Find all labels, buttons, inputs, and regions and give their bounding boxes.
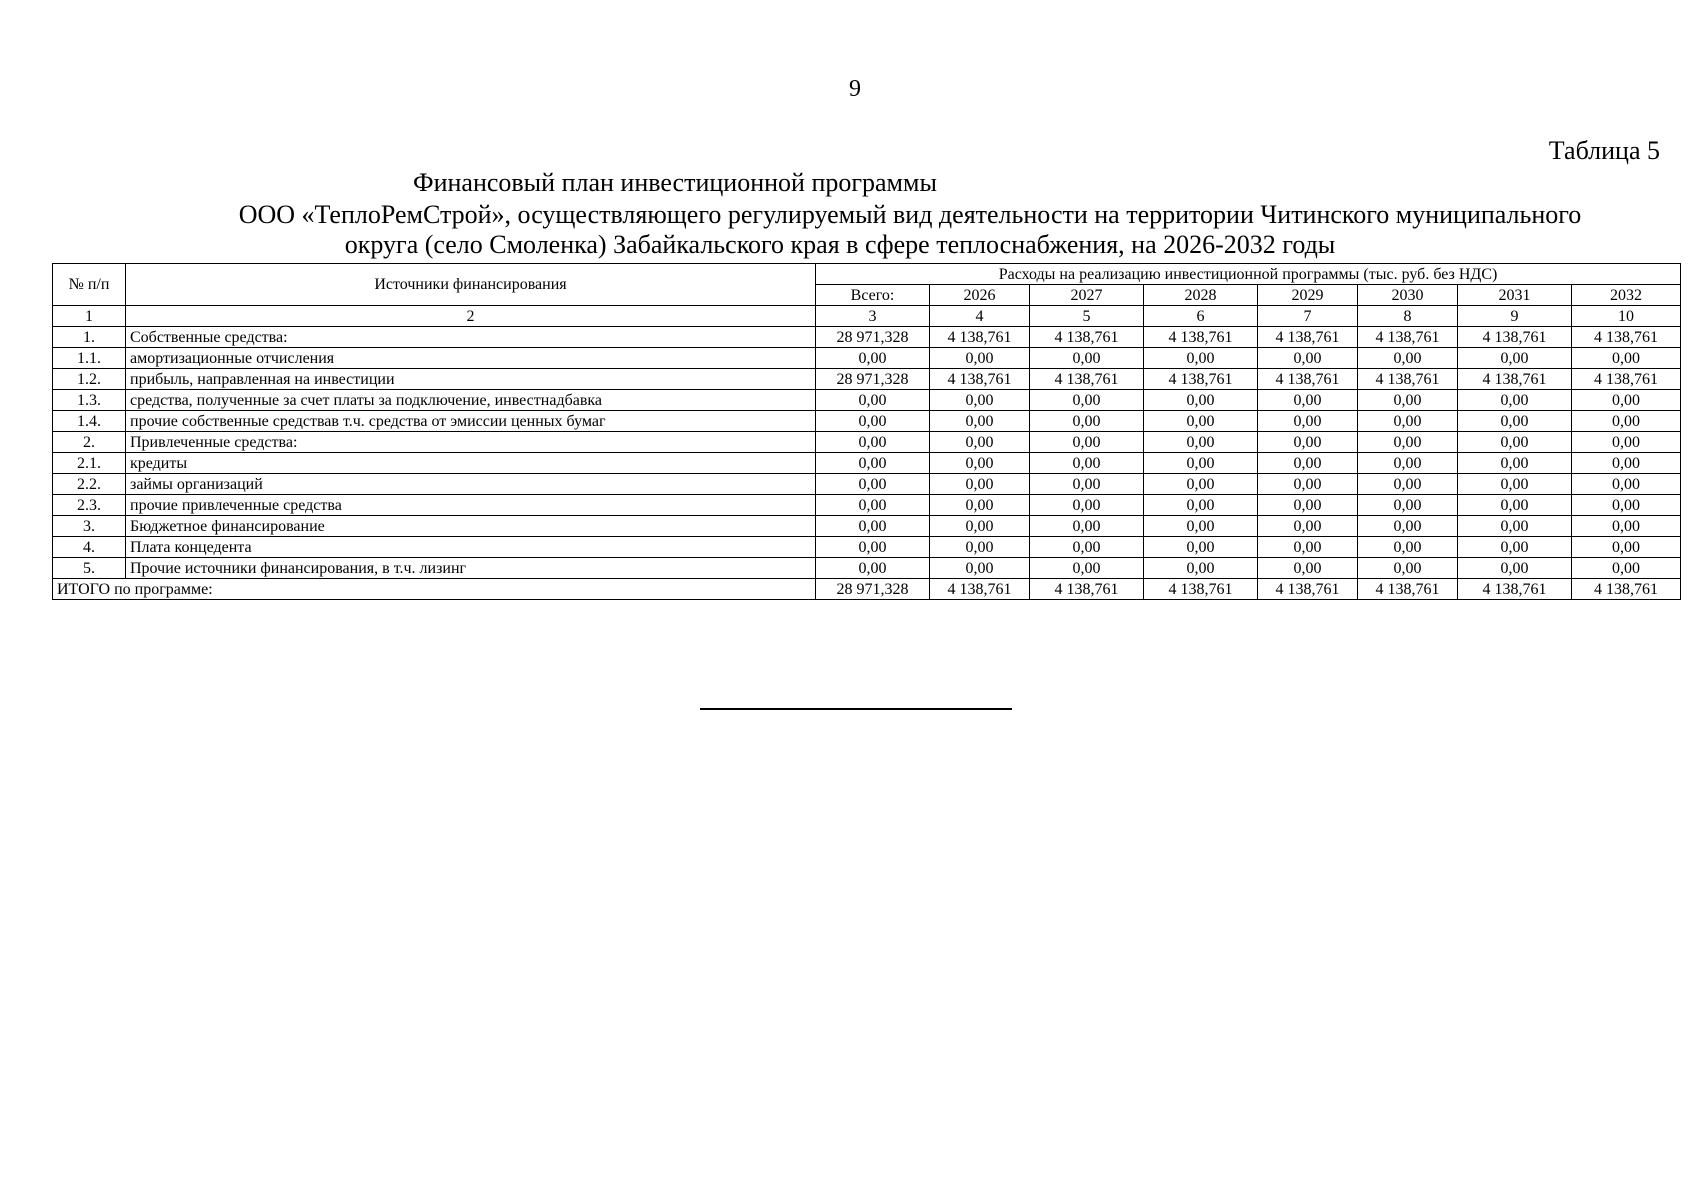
column-index: 4	[930, 306, 1030, 327]
row-year-value: 4 138,761	[1572, 327, 1681, 348]
header-year: 2026	[930, 285, 1030, 306]
row-year-value: 0,00	[1358, 516, 1458, 537]
table-row	[53, 537, 1681, 558]
row-year-value: 4 138,761	[930, 327, 1030, 348]
row-year-value: 0,00	[1030, 495, 1144, 516]
column-index: 10	[1572, 306, 1681, 327]
row-year-value: 0,00	[1458, 348, 1572, 369]
header-year: 2029	[1258, 285, 1358, 306]
funding-source-name: займы организаций	[126, 474, 816, 495]
table-row	[53, 390, 1681, 411]
row-year-value: 0,00	[1144, 348, 1258, 369]
column-index-row	[53, 306, 1681, 327]
row-year-value: 4 138,761	[1458, 327, 1572, 348]
row-total-value: 0,00	[816, 516, 930, 537]
row-year-value: 0,00	[1458, 390, 1572, 411]
row-year-value: 0,00	[1258, 390, 1358, 411]
title-line-1: Финансовый план инвестиционной программы	[413, 168, 937, 197]
row-year-value: 4 138,761	[1572, 369, 1681, 390]
row-year-value: 0,00	[1144, 390, 1258, 411]
column-index: 8	[1358, 306, 1458, 327]
column-index: 3	[816, 306, 930, 327]
table-row	[53, 348, 1681, 369]
row-year-value: 0,00	[1258, 432, 1358, 453]
row-year-value: 0,00	[1358, 474, 1458, 495]
row-year-value: 0,00	[1258, 348, 1358, 369]
total-row	[53, 579, 1681, 600]
row-year-value: 0,00	[1458, 411, 1572, 432]
table-row	[53, 453, 1681, 474]
row-number: 4.	[53, 537, 126, 558]
header-year: 2030	[1358, 285, 1458, 306]
row-year-value: 4 138,761	[1030, 369, 1144, 390]
table-row	[53, 474, 1681, 495]
row-total-value: 0,00	[816, 453, 930, 474]
row-year-value: 0,00	[1358, 453, 1458, 474]
row-number: 3.	[53, 516, 126, 537]
row-year-value: 4 138,761	[1358, 327, 1458, 348]
total-value: 28 971,328	[816, 579, 930, 600]
funding-source-name: прочие собственные средствав т.ч. средства от эмиссии ценных бумаг	[126, 411, 816, 432]
row-year-value: 0,00	[1258, 495, 1358, 516]
row-year-value: 0,00	[1358, 432, 1458, 453]
row-year-value: 0,00	[1144, 558, 1258, 579]
row-year-value: 0,00	[930, 390, 1030, 411]
row-year-value: 4 138,761	[1258, 369, 1358, 390]
row-total-value: 0,00	[816, 411, 930, 432]
row-year-value: 0,00	[1358, 390, 1458, 411]
table-row	[53, 516, 1681, 537]
title-line-3: округа (село Смоленка) Забайкальского края в сфере теплоснабжения, на 2026-2032 годы	[344, 230, 1336, 259]
row-year-value: 0,00	[1458, 453, 1572, 474]
header-expenses: Расходы на реализацию инвестиционной программы (тыс. руб. без НДС)	[816, 264, 1681, 285]
total-value: 4 138,761	[1144, 579, 1258, 600]
row-number: 5.	[53, 558, 126, 579]
row-year-value: 0,00	[1572, 474, 1681, 495]
funding-source-name: прочие привлеченные средства	[126, 495, 816, 516]
row-year-value: 0,00	[1258, 558, 1358, 579]
row-number: 1.2.	[53, 369, 126, 390]
row-year-value: 0,00	[1030, 453, 1144, 474]
total-label: ИТОГО по программе:	[53, 579, 816, 600]
row-year-value: 0,00	[1258, 411, 1358, 432]
header-year: 2027	[1030, 285, 1144, 306]
row-total-value: 0,00	[816, 495, 930, 516]
row-year-value: 0,00	[1358, 348, 1458, 369]
row-year-value: 0,00	[1572, 558, 1681, 579]
row-year-value: 0,00	[1144, 537, 1258, 558]
total-value: 4 138,761	[1030, 579, 1144, 600]
row-year-value: 0,00	[1144, 411, 1258, 432]
column-index: 2	[126, 306, 816, 327]
row-year-value: 0,00	[1572, 537, 1681, 558]
row-year-value: 0,00	[1258, 453, 1358, 474]
row-year-value: 0,00	[1572, 390, 1681, 411]
funding-source-name: Плата концедента	[126, 537, 816, 558]
row-number: 1.4.	[53, 411, 126, 432]
funding-source-name: кредиты	[126, 453, 816, 474]
row-year-value: 0,00	[930, 537, 1030, 558]
header-year: 2028	[1144, 285, 1258, 306]
row-total-value: 0,00	[816, 432, 930, 453]
funding-source-name: Привлеченные средства:	[126, 432, 816, 453]
row-year-value: 0,00	[930, 411, 1030, 432]
row-year-value: 0,00	[930, 516, 1030, 537]
row-total-value: 0,00	[816, 390, 930, 411]
row-year-value: 0,00	[1030, 411, 1144, 432]
row-year-value: 0,00	[1030, 537, 1144, 558]
header-year: 2032	[1572, 285, 1681, 306]
row-year-value: 0,00	[930, 348, 1030, 369]
table-row	[53, 495, 1681, 516]
row-year-value: 4 138,761	[1144, 327, 1258, 348]
row-year-value: 0,00	[1030, 348, 1144, 369]
row-year-value: 0,00	[1358, 537, 1458, 558]
column-index: 5	[1030, 306, 1144, 327]
header-source: Источники финансирования	[126, 264, 816, 306]
row-year-value: 0,00	[930, 495, 1030, 516]
column-index: 1	[53, 306, 126, 327]
header-row-1	[53, 264, 1681, 285]
row-year-value: 0,00	[930, 453, 1030, 474]
funding-source-name: Собственные средства:	[126, 327, 816, 348]
row-year-value: 0,00	[1572, 411, 1681, 432]
bottom-divider	[700, 708, 1012, 710]
row-year-value: 0,00	[1258, 537, 1358, 558]
row-number: 2.1.	[53, 453, 126, 474]
row-number: 1.1.	[53, 348, 126, 369]
row-year-value: 0,00	[1144, 432, 1258, 453]
row-total-value: 0,00	[816, 537, 930, 558]
column-index: 7	[1258, 306, 1358, 327]
table-row	[53, 327, 1681, 348]
title-line-2: ООО «ТеплоРемСтрой», осуществляющего регулируемый вид деятельности на территории Читинского муниципального	[238, 200, 1582, 229]
row-year-value: 0,00	[1144, 516, 1258, 537]
row-number: 2.3.	[53, 495, 126, 516]
table-row	[53, 558, 1681, 579]
row-year-value: 4 138,761	[1030, 327, 1144, 348]
funding-source-name: амортизационные отчисления	[126, 348, 816, 369]
table-label: Таблица 5	[1548, 136, 1660, 165]
header-total: Всего:	[816, 285, 930, 306]
header-num: № п/п	[53, 264, 126, 306]
row-year-value: 4 138,761	[1458, 369, 1572, 390]
row-year-value: 0,00	[1030, 432, 1144, 453]
page-number: 9	[849, 76, 861, 102]
row-year-value: 0,00	[930, 558, 1030, 579]
funding-source-name: средства, полученные за счет платы за подключение, инвестнадбавка	[126, 390, 816, 411]
row-year-value: 0,00	[1572, 516, 1681, 537]
total-value: 4 138,761	[1458, 579, 1572, 600]
table-row	[53, 411, 1681, 432]
row-year-value: 4 138,761	[930, 369, 1030, 390]
row-year-value: 0,00	[1030, 558, 1144, 579]
row-year-value: 0,00	[1258, 474, 1358, 495]
row-year-value: 0,00	[1258, 516, 1358, 537]
funding-source-name: прибыль, направленная на инвестиции	[126, 369, 816, 390]
row-year-value: 0,00	[1458, 516, 1572, 537]
row-year-value: 0,00	[1458, 432, 1572, 453]
funding-source-name: Прочие источники финансирования, в т.ч. лизинг	[126, 558, 816, 579]
row-total-value: 0,00	[816, 558, 930, 579]
row-year-value: 4 138,761	[1258, 327, 1358, 348]
financial-plan-table	[52, 263, 1681, 600]
row-year-value: 0,00	[1030, 474, 1144, 495]
row-year-value: 0,00	[1144, 495, 1258, 516]
total-value: 4 138,761	[1258, 579, 1358, 600]
row-total-value: 28 971,328	[816, 327, 930, 348]
row-number: 2.	[53, 432, 126, 453]
row-year-value: 0,00	[1358, 495, 1458, 516]
row-number: 1.	[53, 327, 126, 348]
column-index: 6	[1144, 306, 1258, 327]
row-year-value: 0,00	[1572, 432, 1681, 453]
row-year-value: 0,00	[1358, 411, 1458, 432]
row-year-value: 0,00	[930, 474, 1030, 495]
row-year-value: 0,00	[1458, 474, 1572, 495]
header-year: 2031	[1458, 285, 1572, 306]
total-value: 4 138,761	[1358, 579, 1458, 600]
row-year-value: 0,00	[1144, 474, 1258, 495]
row-total-value: 28 971,328	[816, 369, 930, 390]
row-total-value: 0,00	[816, 348, 930, 369]
table-body	[53, 327, 1681, 579]
row-number: 1.3.	[53, 390, 126, 411]
row-year-value: 0,00	[1030, 516, 1144, 537]
row-year-value: 0,00	[1458, 558, 1572, 579]
row-year-value: 0,00	[1358, 558, 1458, 579]
row-year-value: 0,00	[1572, 495, 1681, 516]
row-year-value: 0,00	[1030, 390, 1144, 411]
row-year-value: 0,00	[1572, 348, 1681, 369]
column-index: 9	[1458, 306, 1572, 327]
total-value: 4 138,761	[930, 579, 1030, 600]
row-year-value: 4 138,761	[1358, 369, 1458, 390]
table-row	[53, 432, 1681, 453]
row-number: 2.2.	[53, 474, 126, 495]
row-year-value: 0,00	[1572, 453, 1681, 474]
row-year-value: 0,00	[1458, 537, 1572, 558]
table-row	[53, 369, 1681, 390]
row-year-value: 0,00	[930, 432, 1030, 453]
total-value: 4 138,761	[1572, 579, 1681, 600]
row-year-value: 0,00	[1144, 453, 1258, 474]
row-total-value: 0,00	[816, 474, 930, 495]
row-year-value: 4 138,761	[1144, 369, 1258, 390]
funding-source-name: Бюджетное финансирование	[126, 516, 816, 537]
row-year-value: 0,00	[1458, 495, 1572, 516]
